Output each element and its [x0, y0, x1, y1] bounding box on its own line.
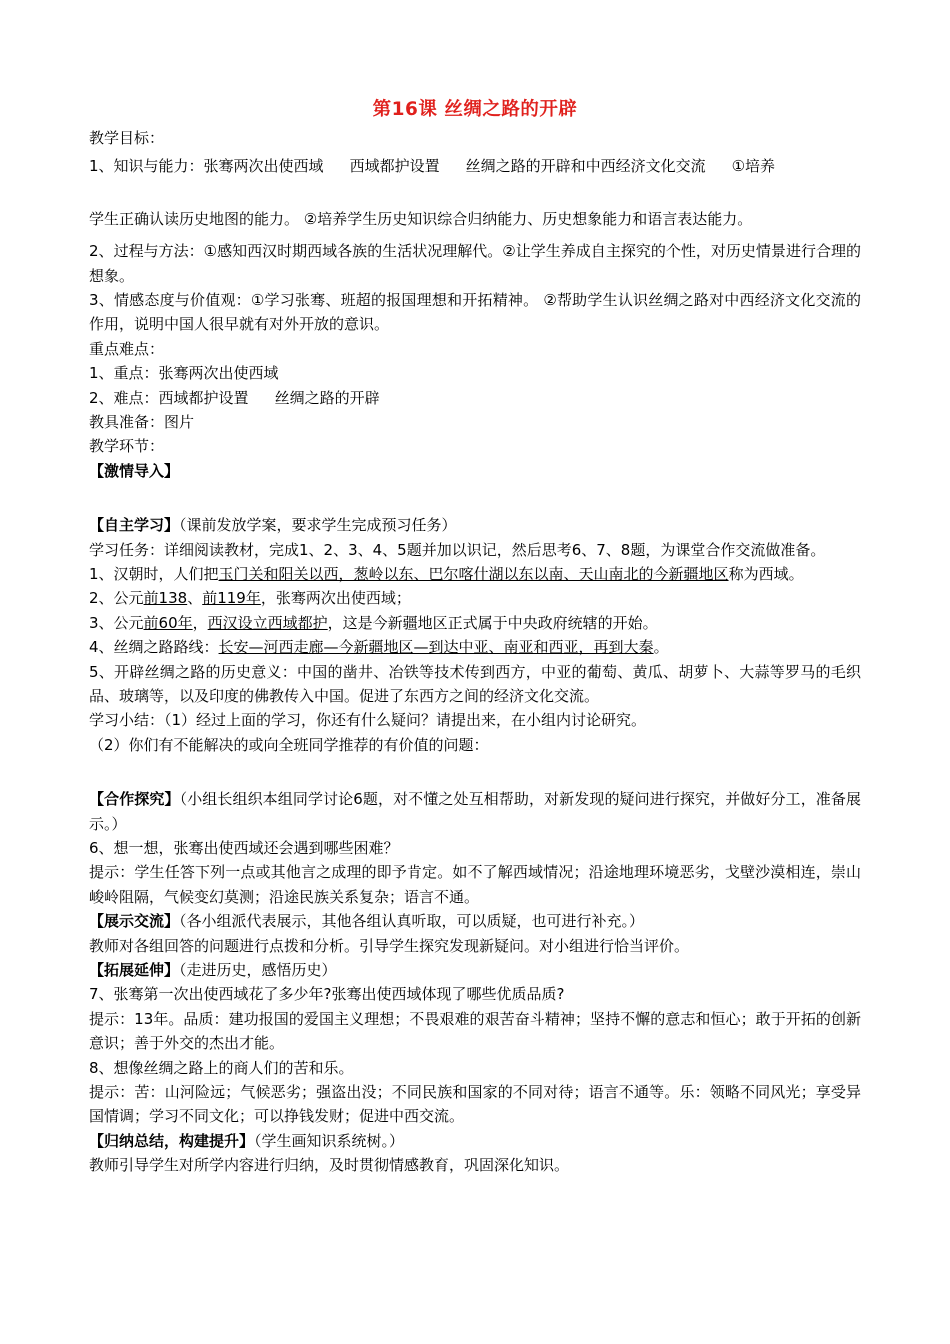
- question-2-answer: 前138: [143, 589, 188, 608]
- section-conclude-heading: 【归纳总结，构建提升】: [89, 1131, 255, 1150]
- section-conclude-note: （学生画知识系统树。）: [254, 1131, 405, 1150]
- question-7: 7、张骞第一次出使西域花了多少年?张骞出使西域体现了哪些优质品质?: [89, 985, 565, 1004]
- section-conclude: [89, 1129, 861, 1153]
- question-5: 5、开辟丝绸之路的历史意义：中国的凿井、冶铁等技术传到西方，中亚的葡萄、黄瓜、胡萝卜、大蒜等罗马的毛织品、玻璃等，以及印度的佛教传入中国。促进了东西方之间的经济文化交流。: [89, 662, 861, 705]
- section-cooperation-note: （小组长组织本组同学讨论6题，对不懂之处互相帮助，对新发现的疑问进行探究，并做好分工，准备展示。）: [89, 790, 861, 833]
- objective-2: 2、过程与方法：①感知西汉时期西域各族的生活状况理解代。②让学生养成自主探究的个性，对历史情景进行合理的想象。: [89, 242, 861, 285]
- section-show: [89, 909, 861, 933]
- question-2-text: ，张骞两次出使西域；: [260, 589, 411, 608]
- hint-8: 提示：苦：山河险远；气候恶劣；强盗出没；不同民族和国家的不同对待；语言不通等。乐：领略不同风光；享受异国情调；学习不同文化；可以挣钱发财；促进中西交流。: [89, 1082, 861, 1126]
- teaching-tools: 教具准备：图片: [89, 412, 195, 431]
- question-3: [89, 611, 861, 635]
- objective-3: 3、情感态度与价值观：①学习张骞、班超的报国理想和开拓精神。 ②帮助学生认识丝绸之路对中西经济文化交流的作用，说明中国人很早就有对外开放的意识。: [89, 290, 861, 334]
- page-title: 第16课 丝绸之路的开辟: [372, 99, 578, 120]
- question-2-text: 、: [187, 589, 203, 608]
- key-point-2-label: 2、难点：: [89, 388, 159, 407]
- section-cooperation-heading: 【合作探究】: [89, 790, 180, 809]
- objective-1: [89, 154, 861, 178]
- question-3-answer: 前60年: [143, 613, 193, 632]
- objectives-label: 教学目标：: [89, 129, 165, 147]
- section-show-note: （各小组派代表展示，其他各组认真听取，可以质疑，也可进行补充。）: [179, 912, 645, 931]
- section-self-study-heading: 【自主学习】: [89, 516, 180, 535]
- question-3-answer: 西汉设立西域都护: [207, 613, 328, 632]
- teaching-steps-label: 教学环节：: [89, 437, 165, 456]
- question-2: [89, 586, 861, 610]
- section-cooperation: [89, 787, 861, 836]
- key-point-2: [89, 386, 861, 410]
- question-4-text: 。: [653, 638, 669, 657]
- question-1-text: 1、汉朝时，人们把: [89, 564, 219, 583]
- key-points-label: 重点难点：: [89, 339, 165, 358]
- section-self-study-note: （课前发放学案，要求学生完成预习任务）: [179, 516, 457, 535]
- question-2-text: 2、公元: [89, 589, 144, 608]
- question-3-text: 3、公元: [89, 613, 144, 632]
- question-3-text: ，: [192, 613, 208, 632]
- question-4: [89, 635, 861, 659]
- section-self-study: [89, 513, 861, 537]
- section-intro-heading: 【激情导入】: [89, 461, 180, 480]
- question-1-text: 称为西域。: [728, 564, 804, 583]
- objective-1-item: ①培养: [731, 157, 776, 176]
- lesson-plan-page: [89, 98, 861, 1177]
- section-extend-heading: 【拓展延伸】: [89, 960, 180, 979]
- study-summary-1: 学习小结：（1）经过上面的学习，你还有什么疑问？请提出来，在小组内讨论研究。: [89, 711, 647, 730]
- key-point-2-item: 丝绸之路的开辟: [274, 388, 380, 407]
- key-point-1: 1、重点：张骞两次出使西域: [89, 364, 279, 383]
- section-show-heading: 【展示交流】: [89, 912, 180, 931]
- objective-1-item: 西域都护设置: [349, 157, 440, 176]
- hint-6: 提示：学生任答下列一点或其他言之成理的即予肯定。如不了解西域情况；沿途地理环境恶劣，戈壁沙漠相连，崇山峻岭阻隔，气候变幻莫测；沿途民族关系复杂；语言不通。: [89, 863, 861, 906]
- section-extend: [89, 958, 861, 982]
- question-2-answer: 前119年: [202, 589, 261, 608]
- question-3-text: ，这是今新疆地区正式属于中央政府统辖的开始。: [327, 613, 658, 632]
- study-task: 学习任务：详细阅读教材，完成1、2、3、4、5题并加以识记，然后思考6、7、8题，为课堂合作交流做准备。: [89, 540, 826, 559]
- objective-1-cont: 学生正确认读历史地图的能力。 ②培养学生历史知识综合归纳能力、历史想象能力和语言表达能力。: [89, 209, 753, 228]
- hint-7: 提示：13年。品质：建功报国的爱国主义理想；不畏艰难的艰苦奋斗精神；坚持不懈的意志和恒心；敢于开拓的创新意识；善于外交的杰出才能。: [89, 1009, 861, 1053]
- question-8: 8、想像丝绸之路上的商人们的苦和乐。: [89, 1058, 354, 1077]
- question-4-text: 4、丝绸之路路线：: [89, 638, 219, 657]
- section-extend-note: （走进历史，感悟历史）: [179, 960, 337, 979]
- show-text: 教师对各组回答的问题进行点拨和分析。引导学生探究发现新疑问。对小组进行恰当评价。: [89, 936, 690, 955]
- question-6: 6、想一想，张骞出使西域还会遇到哪些困难？: [89, 838, 399, 857]
- question-1: [89, 562, 861, 586]
- study-summary-2: （2）你们有不能解决的或向全班同学推荐的有价值的问题：: [89, 735, 489, 754]
- objective-1-item: 丝绸之路的开辟和中西经济文化交流: [465, 157, 706, 176]
- question-4-answer: 长安—河西走廊—今新疆地区—到达中亚、南亚和西亚，再到大秦: [218, 638, 654, 657]
- question-1-answer: 玉门关和阳关以西，葱岭以东、巴尔喀什湖以东以南、天山南北的今新疆地区: [218, 564, 729, 583]
- objective-1-label: 1、知识与能力：: [89, 157, 204, 176]
- objective-1-item: 张骞两次出使西域: [203, 157, 324, 176]
- conclude-text: 教师引导学生对所学内容进行归纳，及时贯彻情感教育，巩固深化知识。: [89, 1156, 570, 1175]
- key-point-2-item: 西域都护设置: [158, 388, 249, 407]
